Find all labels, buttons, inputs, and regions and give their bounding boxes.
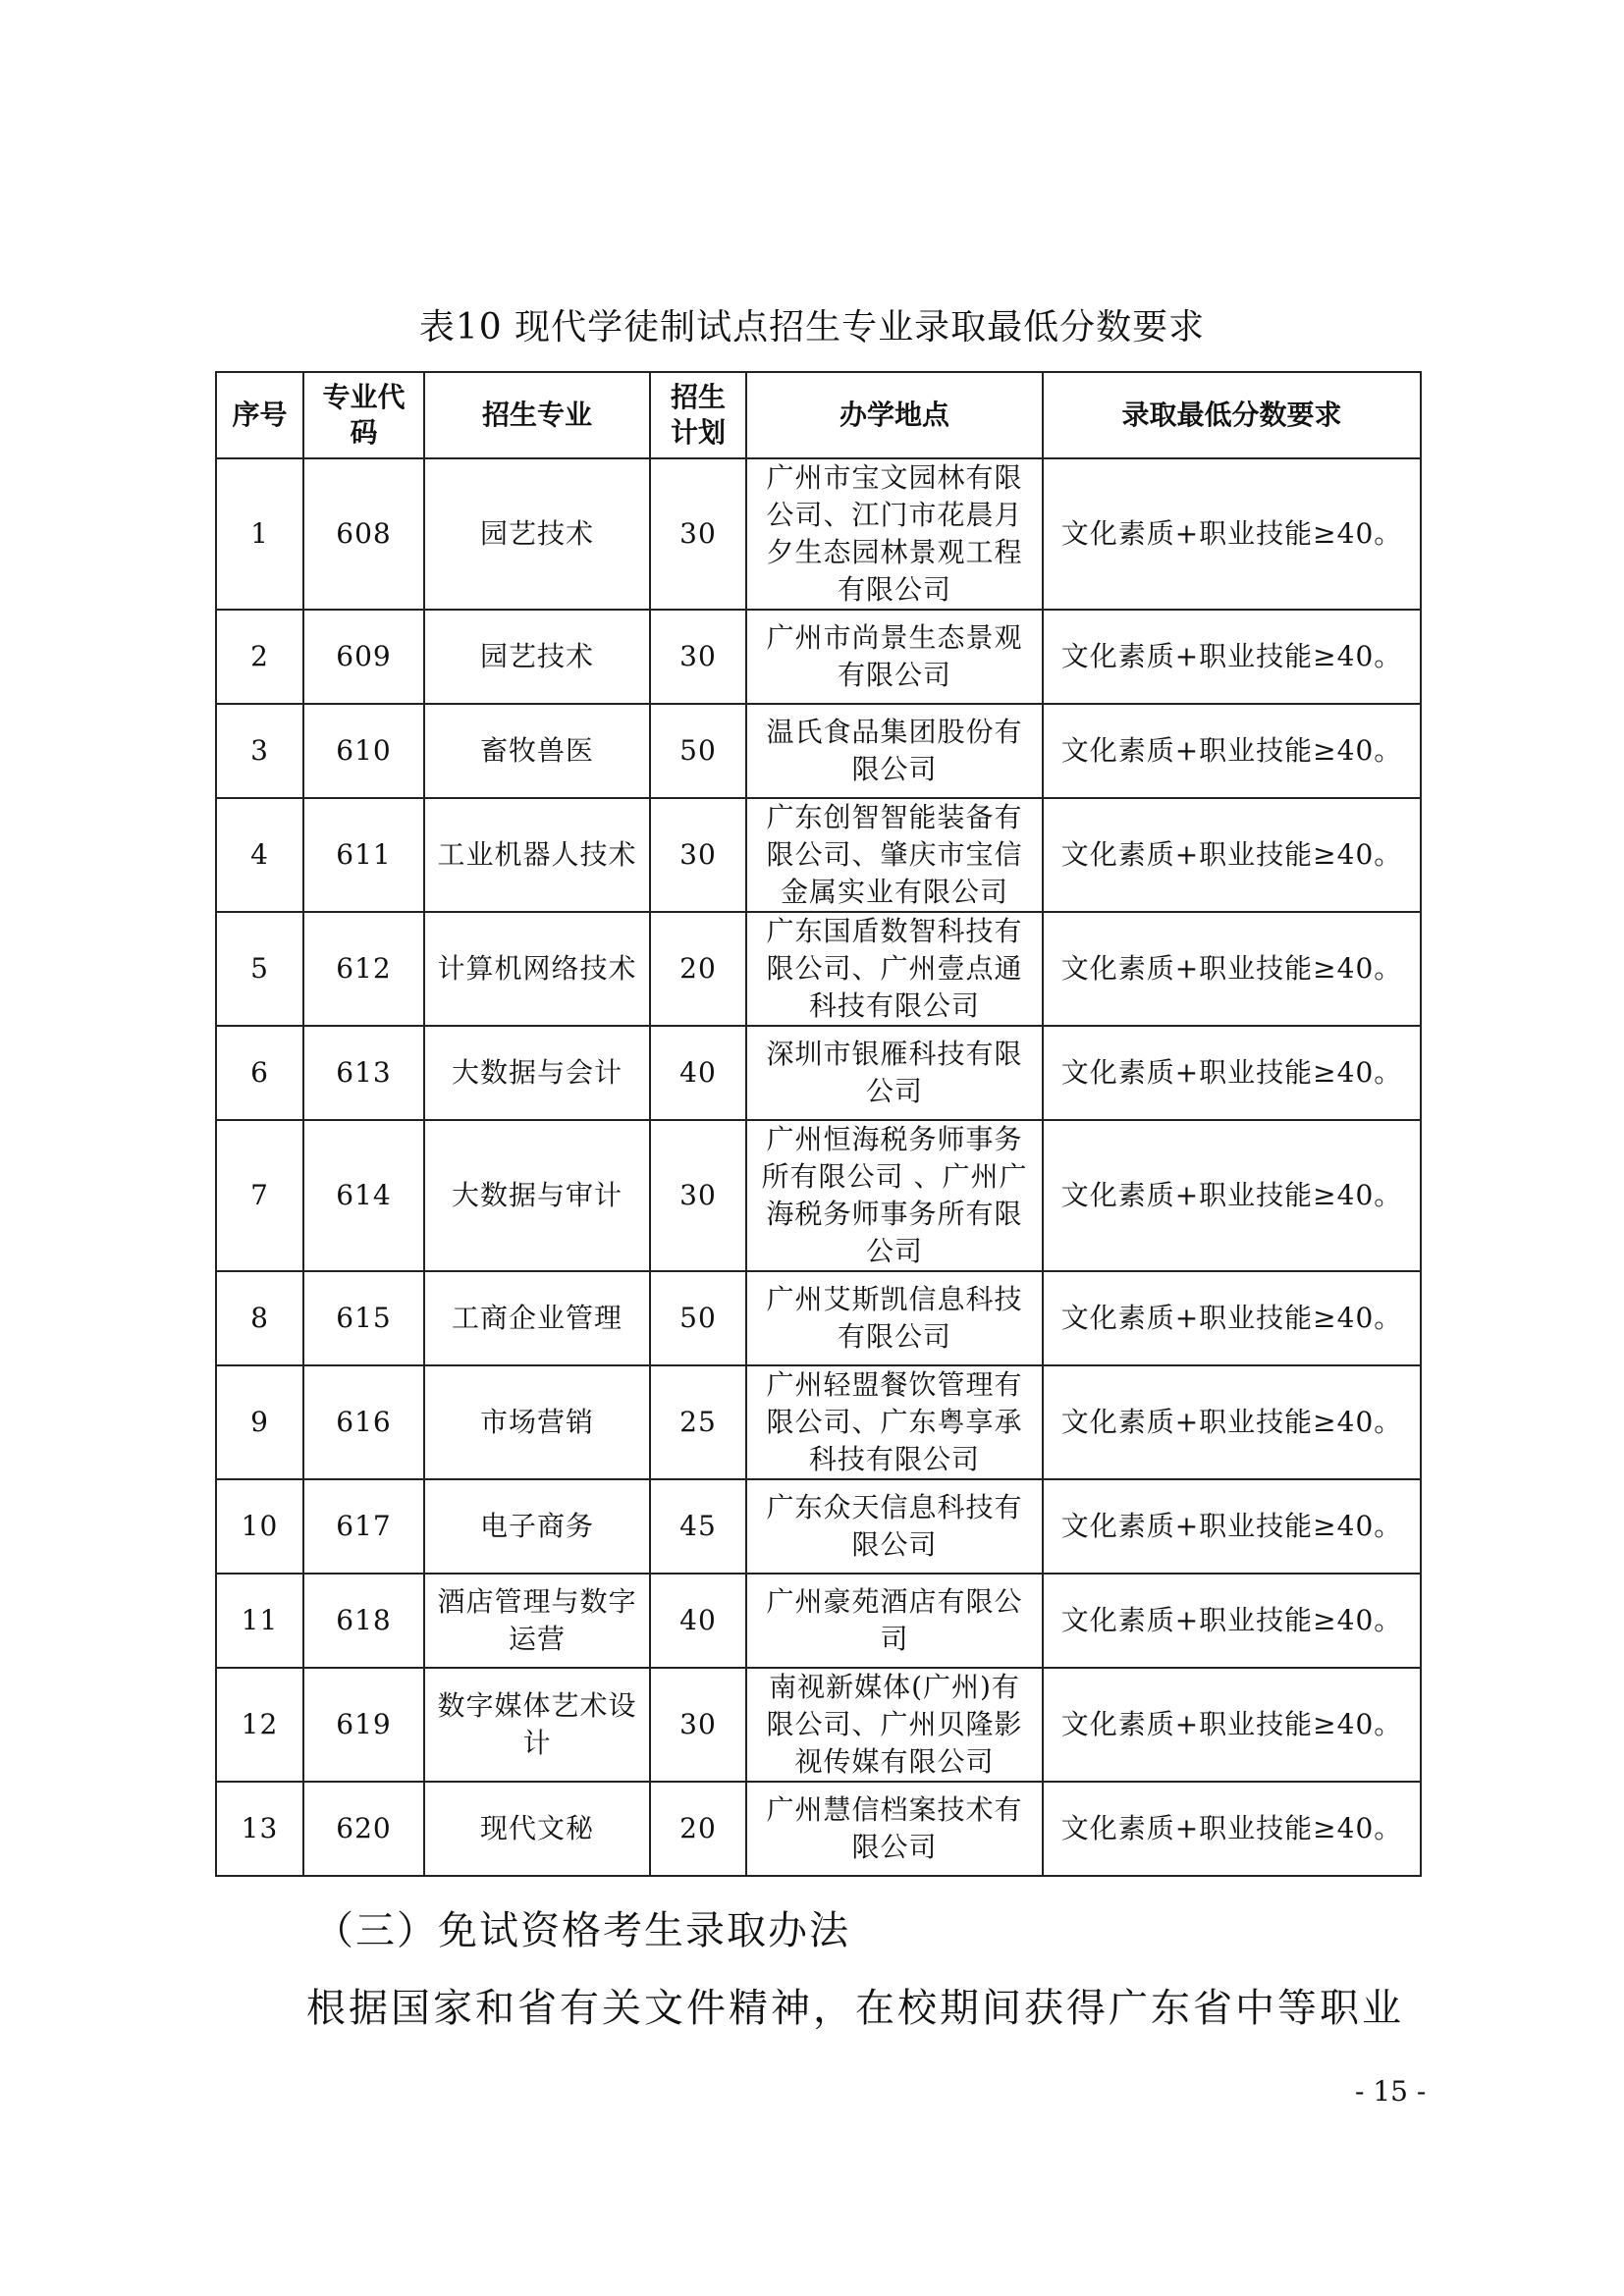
header-seq: 序号 (216, 372, 303, 458)
score-table (215, 371, 1422, 1877)
cell-plan: 20 (650, 912, 746, 1026)
cell-code: 610 (303, 704, 424, 798)
cell-plan: 30 (650, 610, 746, 704)
cell-requirement: 文化素质+职业技能≥40。 (1043, 798, 1421, 912)
table-row (216, 912, 1421, 1026)
cell-requirement: 文化素质+职业技能≥40。 (1043, 1668, 1421, 1782)
body-paragraph: 根据国家和省有关文件精神，在校期间获得广东省中等职业 (306, 1986, 1404, 2031)
cell-seq: 2 (216, 610, 303, 704)
cell-seq: 6 (216, 1026, 303, 1120)
cell-plan: 40 (650, 1026, 746, 1120)
header-plan: 招生计划 (650, 372, 746, 458)
table-row (216, 610, 1421, 704)
cell-seq: 3 (216, 704, 303, 798)
cell-location: 温氏食品集团股份有限公司 (746, 704, 1043, 798)
cell-requirement: 文化素质+职业技能≥40。 (1043, 1026, 1421, 1120)
header-location: 办学地点 (746, 372, 1043, 458)
cell-seq: 8 (216, 1271, 303, 1365)
header-code: 专业代码 (303, 372, 424, 458)
cell-major: 市场营销 (424, 1365, 650, 1479)
cell-seq: 5 (216, 912, 303, 1026)
cell-major: 酒店管理与数字运营 (424, 1574, 650, 1668)
cell-requirement: 文化素质+职业技能≥40。 (1043, 1271, 1421, 1365)
cell-seq: 12 (216, 1668, 303, 1782)
cell-code: 612 (303, 912, 424, 1026)
cell-requirement: 文化素质+职业技能≥40。 (1043, 458, 1421, 610)
cell-requirement: 文化素质+职业技能≥40。 (1043, 1120, 1421, 1271)
page-number: - 15 - (1355, 2075, 1427, 2108)
cell-location: 广州艾斯凯信息科技有限公司 (746, 1271, 1043, 1365)
table-body (216, 458, 1421, 1876)
table-row (216, 1026, 1421, 1120)
cell-major: 计算机网络技术 (424, 912, 650, 1026)
table-row (216, 1365, 1421, 1479)
cell-location: 广州慧信档案技术有限公司 (746, 1782, 1043, 1876)
cell-location: 广州豪苑酒店有限公司 (746, 1574, 1043, 1668)
cell-requirement: 文化素质+职业技能≥40。 (1043, 912, 1421, 1026)
cell-seq: 11 (216, 1574, 303, 1668)
table-header-row (216, 372, 1421, 458)
cell-code: 608 (303, 458, 424, 610)
cell-major: 大数据与会计 (424, 1026, 650, 1120)
cell-location: 广东创智智能装备有限公司、肇庆市宝信金属实业有限公司 (746, 798, 1043, 912)
cell-seq: 4 (216, 798, 303, 912)
cell-plan: 30 (650, 1120, 746, 1271)
table-row (216, 1782, 1421, 1876)
cell-requirement: 文化素质+职业技能≥40。 (1043, 1365, 1421, 1479)
table-row (216, 1271, 1421, 1365)
cell-major: 现代文秘 (424, 1782, 650, 1876)
cell-major: 工业机器人技术 (424, 798, 650, 912)
cell-code: 617 (303, 1479, 424, 1574)
table-row (216, 458, 1421, 610)
cell-location: 广东国盾数智科技有限公司、广州壹点通科技有限公司 (746, 912, 1043, 1026)
cell-requirement: 文化素质+职业技能≥40。 (1043, 610, 1421, 704)
table-row (216, 1479, 1421, 1574)
cell-location: 广东众天信息科技有限公司 (746, 1479, 1043, 1574)
cell-code: 615 (303, 1271, 424, 1365)
cell-code: 611 (303, 798, 424, 912)
section-heading: （三）免试资格考生录取办法 (314, 1908, 850, 1953)
cell-plan: 45 (650, 1479, 746, 1574)
header-requirement: 录取最低分数要求 (1043, 372, 1421, 458)
cell-code: 613 (303, 1026, 424, 1120)
cell-location: 广州市宝文园林有限公司、江门市花晨月夕生态园林景观工程有限公司 (746, 458, 1043, 610)
cell-major: 园艺技术 (424, 610, 650, 704)
cell-location: 深圳市银雁科技有限公司 (746, 1026, 1043, 1120)
table-row (216, 704, 1421, 798)
cell-plan: 50 (650, 1271, 746, 1365)
cell-major: 大数据与审计 (424, 1120, 650, 1271)
cell-major: 畜牧兽医 (424, 704, 650, 798)
cell-location: 广州恒海税务师事务所有限公司 、广州广海税务师事务所有限公司 (746, 1120, 1043, 1271)
cell-seq: 10 (216, 1479, 303, 1574)
cell-seq: 1 (216, 458, 303, 610)
cell-location: 南视新媒体(广州)有限公司、广州贝隆影视传媒有限公司 (746, 1668, 1043, 1782)
cell-code: 618 (303, 1574, 424, 1668)
table-row (216, 798, 1421, 912)
table-row (216, 1668, 1421, 1782)
cell-plan: 50 (650, 704, 746, 798)
cell-requirement: 文化素质+职业技能≥40。 (1043, 1782, 1421, 1876)
cell-major: 园艺技术 (424, 458, 650, 610)
cell-major: 工商企业管理 (424, 1271, 650, 1365)
cell-seq: 13 (216, 1782, 303, 1876)
cell-major: 电子商务 (424, 1479, 650, 1574)
cell-requirement: 文化素质+职业技能≥40。 (1043, 1479, 1421, 1574)
cell-plan: 30 (650, 798, 746, 912)
cell-code: 619 (303, 1668, 424, 1782)
cell-code: 614 (303, 1120, 424, 1271)
table-row (216, 1120, 1421, 1271)
cell-major: 数字媒体艺术设计 (424, 1668, 650, 1782)
header-major: 招生专业 (424, 372, 650, 458)
cell-requirement: 文化素质+职业技能≥40。 (1043, 704, 1421, 798)
cell-plan: 30 (650, 458, 746, 610)
cell-plan: 25 (650, 1365, 746, 1479)
cell-seq: 9 (216, 1365, 303, 1479)
cell-code: 609 (303, 610, 424, 704)
cell-requirement: 文化素质+职业技能≥40。 (1043, 1574, 1421, 1668)
cell-seq: 7 (216, 1120, 303, 1271)
cell-plan: 40 (650, 1574, 746, 1668)
cell-plan: 30 (650, 1668, 746, 1782)
page-title: 表10 现代学徒制试点招生专业录取最低分数要求 (418, 307, 1206, 347)
cell-code: 616 (303, 1365, 424, 1479)
cell-location: 广州轻盟餐饮管理有限公司、广东粤享承科技有限公司 (746, 1365, 1043, 1479)
cell-code: 620 (303, 1782, 424, 1876)
cell-plan: 20 (650, 1782, 746, 1876)
table-row (216, 1574, 1421, 1668)
cell-location: 广州市尚景生态景观有限公司 (746, 610, 1043, 704)
